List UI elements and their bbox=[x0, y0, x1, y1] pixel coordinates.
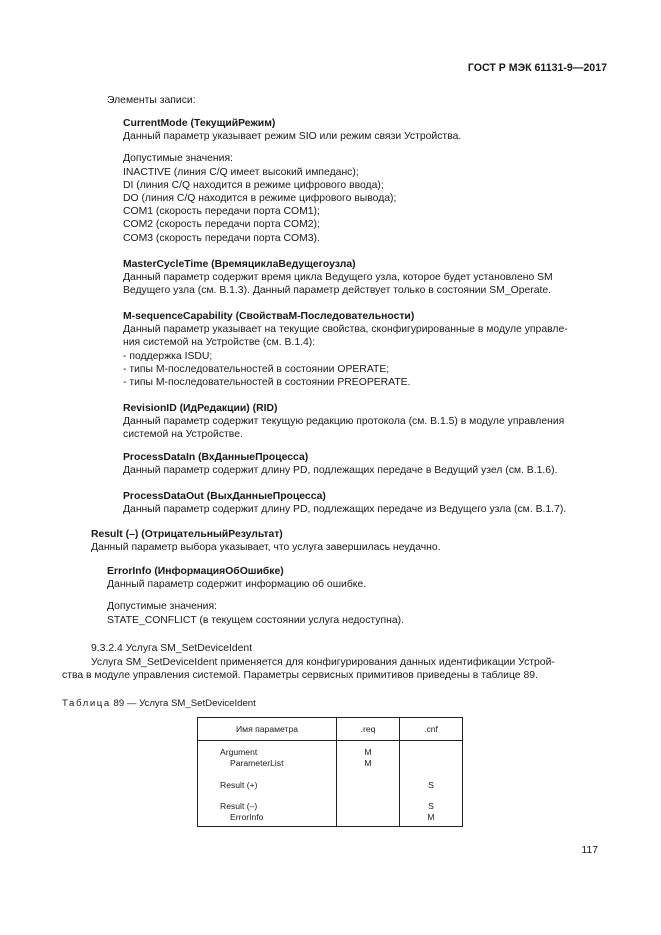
current-mode-value: COM1 (скорость передачи порта COM1); bbox=[123, 206, 320, 218]
pd-out-title: ProcessDataOut (ВыхДанныеПроцесса) bbox=[123, 491, 326, 502]
m-sequence-line: Данный параметр указывает на текущие свойства, сконфигурированные в модуле управле- bbox=[123, 324, 568, 336]
pd-in-section bbox=[123, 451, 598, 477]
current-mode-value: COM2 (скорость передачи порта COM2); bbox=[123, 219, 320, 231]
result-negative-section bbox=[91, 528, 591, 554]
param-name-sub: ErrorInfo bbox=[230, 812, 264, 823]
table-caption bbox=[62, 697, 256, 710]
error-info-section bbox=[107, 565, 587, 627]
table-header-row bbox=[198, 718, 463, 741]
parameters-table bbox=[197, 717, 463, 827]
param-name: Result (+) bbox=[220, 779, 258, 790]
m-sequence-item: - типы М-последовательностей в состоянии OPERATE; bbox=[123, 363, 390, 375]
cnf-values bbox=[400, 741, 462, 823]
table-caption-rest: 89 — Услуга SM_SetDeviceIdent bbox=[110, 698, 256, 709]
current-mode-value: DI (линия C/Q находится в режиме цифрового ввода); bbox=[123, 179, 384, 191]
revision-line: Данный параметр содержит текущую редакцию протокола (см. В.1.5) в модуле управления bbox=[123, 416, 565, 428]
m-sequence-item: - поддержка ISDU; bbox=[123, 350, 213, 362]
table-header-cell: .cnf bbox=[400, 718, 463, 741]
section-body-line: Услуга SM_SetDeviceIdent применяется для конфигурирования данных идентификации Устрой- bbox=[91, 657, 555, 668]
cnf-value bbox=[400, 747, 462, 758]
current-mode-value: COM3 (скорость передачи порта COM3). bbox=[123, 232, 320, 244]
revision-line: системой на Устройстве. bbox=[123, 429, 243, 441]
m-sequence-item: - типы М-последовательностей в состоянии PREOPERATE. bbox=[123, 377, 411, 389]
req-values bbox=[337, 741, 399, 769]
current-mode-section bbox=[123, 117, 598, 245]
revision-title: RevisionID (ИдРедакции) (RID) bbox=[123, 403, 278, 414]
pd-out-desc: Данный параметр содержит длину PD, подлежащих передаче из Ведущего узла (см. В.1.7). bbox=[123, 504, 567, 516]
param-name: Argument bbox=[220, 747, 258, 757]
error-info-allowed-label: Допустимые значения: bbox=[107, 601, 217, 613]
revision-section bbox=[123, 402, 598, 442]
result-negative-title: Result (–) (ОтрицательныйРезультат) bbox=[91, 529, 283, 540]
cnf-value: S bbox=[428, 801, 434, 812]
error-info-value: STATE_CONFLICT (в текущем состоянии услуга недоступна). bbox=[107, 614, 404, 626]
table-body-row bbox=[198, 741, 463, 827]
section-body-line: ства в модуле управления системой. Параметры сервисных примитивов приведены в таблице 89. bbox=[62, 670, 538, 682]
current-mode-value: INACTIVE (линия C/Q имеет высокий импеданс); bbox=[123, 166, 359, 178]
table-header-cell: Имя параметра bbox=[198, 718, 337, 741]
pd-in-desc: Данный параметр содержит длину PD, подлежащих передаче в Ведущий узел (см. В.1.6). bbox=[123, 465, 558, 477]
master-cycle-line: Ведущего узла (см. В.1.3). Данный параметр действует только в состоянии SM_Operate. bbox=[123, 285, 552, 297]
current-mode-allowed-label: Допустимые значения: bbox=[123, 153, 233, 165]
current-mode-title: CurrentMode (ТекущийРежим) bbox=[123, 118, 276, 129]
pd-out-section bbox=[123, 490, 603, 516]
m-sequence-section bbox=[123, 310, 598, 389]
pd-in-title: ProcessDataIn (ВхДанныеПроцесса) bbox=[123, 452, 309, 463]
section-heading: 9.3.2.4 Услуга SM_SetDeviceIdent bbox=[91, 643, 253, 654]
param-names bbox=[198, 741, 336, 823]
master-cycle-line: Данный параметр содержит время цикла Ведущего узла, которое будет установлено SM bbox=[123, 272, 553, 284]
param-name-sub: ParameterList bbox=[230, 757, 284, 768]
m-sequence-line: ния системой на Устройстве (см. В.1.4): bbox=[123, 337, 316, 349]
req-value: M bbox=[364, 757, 372, 768]
page-header-standard: ГОСТ Р МЭК 61131-9—2017 bbox=[467, 62, 607, 74]
param-name: Result (–) bbox=[220, 801, 258, 812]
cnf-value bbox=[400, 758, 462, 769]
master-cycle-section bbox=[123, 258, 598, 298]
current-mode-value: DO (линия C/Q находится в режиме цифрового вывода); bbox=[123, 193, 397, 205]
req-value: M bbox=[364, 747, 372, 757]
error-info-title: ErrorInfo (ИнформацияОбОшибке) bbox=[107, 566, 284, 577]
cnf-value: S bbox=[428, 779, 434, 790]
table-header-cell: .req bbox=[337, 718, 400, 741]
page-number: 117 bbox=[581, 845, 598, 856]
result-negative-desc: Данный параметр выбора указывает, что услуга завершилась неудачно. bbox=[91, 542, 441, 554]
current-mode-desc: Данный параметр указывает режим SIO или режим связи Устройства. bbox=[123, 131, 462, 143]
m-sequence-title: M-sequenceCapability (СвойстваМ-Последовательности) bbox=[123, 311, 415, 322]
cnf-value: M bbox=[427, 812, 435, 823]
table-caption-word: Таблица bbox=[62, 698, 111, 709]
master-cycle-title: MasterCycleTime (ВремяциклаВедущегоузла) bbox=[123, 259, 356, 270]
record-intro: Элементы записи: bbox=[107, 95, 196, 106]
section-body bbox=[62, 656, 598, 682]
error-info-desc: Данный параметр содержит информацию об ошибке. bbox=[107, 579, 367, 591]
